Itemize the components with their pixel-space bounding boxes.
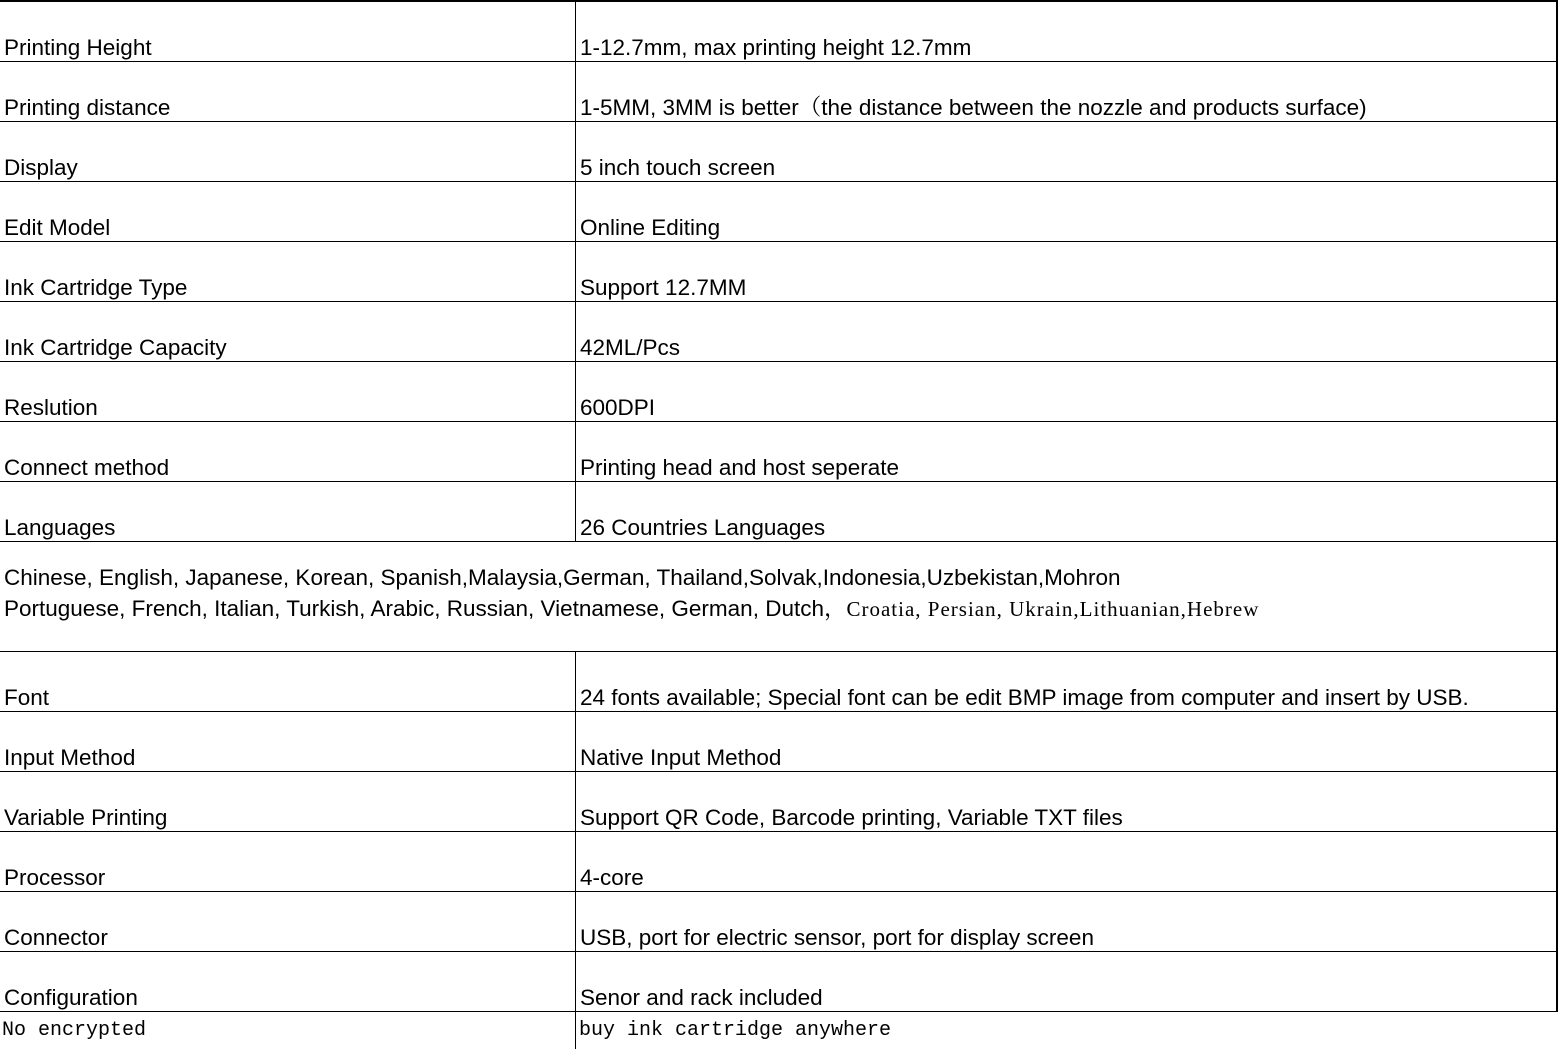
spec-value: Senor and rack included (580, 984, 823, 1010)
table-row (0, 242, 1558, 302)
table-row (0, 652, 1558, 712)
languages-row (0, 542, 1558, 652)
table-row (0, 772, 1558, 832)
spec-label: Display (4, 154, 78, 180)
table-row (0, 892, 1558, 952)
spec-label: Printing distance (4, 94, 171, 120)
spec-value: Support 12.7MM (580, 274, 747, 300)
spec-value: 600DPI (580, 394, 656, 420)
spec-value: Native Input Method (580, 744, 782, 770)
table-row (0, 362, 1558, 422)
table-row (0, 712, 1558, 772)
languages-line-2-main: Portuguese, French, Italian, Turkish, Arabic, Russian, Vietnamese, German, Dutch， (4, 596, 847, 621)
spec-value: 42ML/Pcs (580, 334, 681, 360)
spec-value: Online Editing (580, 214, 721, 240)
table-row (0, 422, 1558, 482)
table-row (0, 182, 1558, 242)
spec-value: USB, port for electric sensor, port for display screen (580, 924, 1094, 950)
spec-label: Configuration (4, 984, 138, 1010)
spec-label: Input Method (4, 744, 136, 770)
languages-list (4, 562, 1259, 625)
languages-line-1: Chinese, English, Japanese, Korean, Spanish,Malaysia,German, Thailand,Solvak,Indonesia,Uzbekistan,Mohron (4, 565, 1121, 590)
spec-value: 1-12.7mm, max printing height 12.7mm (580, 34, 972, 60)
spec-label: Edit Model (4, 214, 111, 240)
spec-value: 1-5MM, 3MM is better（the distance between the nozzle and products surface) (580, 94, 1367, 120)
spec-label: Connect method (4, 454, 170, 480)
spec-value: buy ink cartridge anywhere (579, 1018, 892, 1042)
table-row (0, 0, 1558, 62)
table-row (0, 832, 1558, 892)
spec-label: Reslution (4, 394, 98, 420)
table-row (0, 302, 1558, 362)
languages-line-2 (4, 593, 1259, 625)
spec-label: Ink Cartridge Type (4, 274, 188, 300)
spec-value: 26 Countries Languages (580, 514, 826, 540)
spec-label: Font (4, 684, 50, 710)
spec-label: Printing Height (4, 34, 152, 60)
table-row (0, 952, 1558, 1012)
spec-label: No encrypted (2, 1018, 147, 1042)
spec-value: 5 inch touch screen (580, 154, 776, 180)
spec-value: 4-core (580, 864, 644, 890)
table-row (0, 62, 1558, 122)
spec-label: Languages (4, 514, 116, 540)
table-row (0, 122, 1558, 182)
spec-value: Support QR Code, Barcode printing, Variable TXT files (580, 804, 1123, 830)
spec-value: Printing head and host seperate (580, 454, 899, 480)
table-row (0, 1012, 1558, 1049)
table-row (0, 482, 1558, 542)
spec-label: Ink Cartridge Capacity (4, 334, 227, 360)
spec-label: Processor (4, 864, 106, 890)
spec-label: Variable Printing (4, 804, 168, 830)
languages-line-2-serif: Croatia, Persian, Ukrain,Lithuanian,Hebrew (846, 597, 1260, 621)
spec-value: 24 fonts available; Special font can be edit BMP image from computer and insert by USB. (580, 684, 1469, 710)
spec-label: Connector (4, 924, 108, 950)
